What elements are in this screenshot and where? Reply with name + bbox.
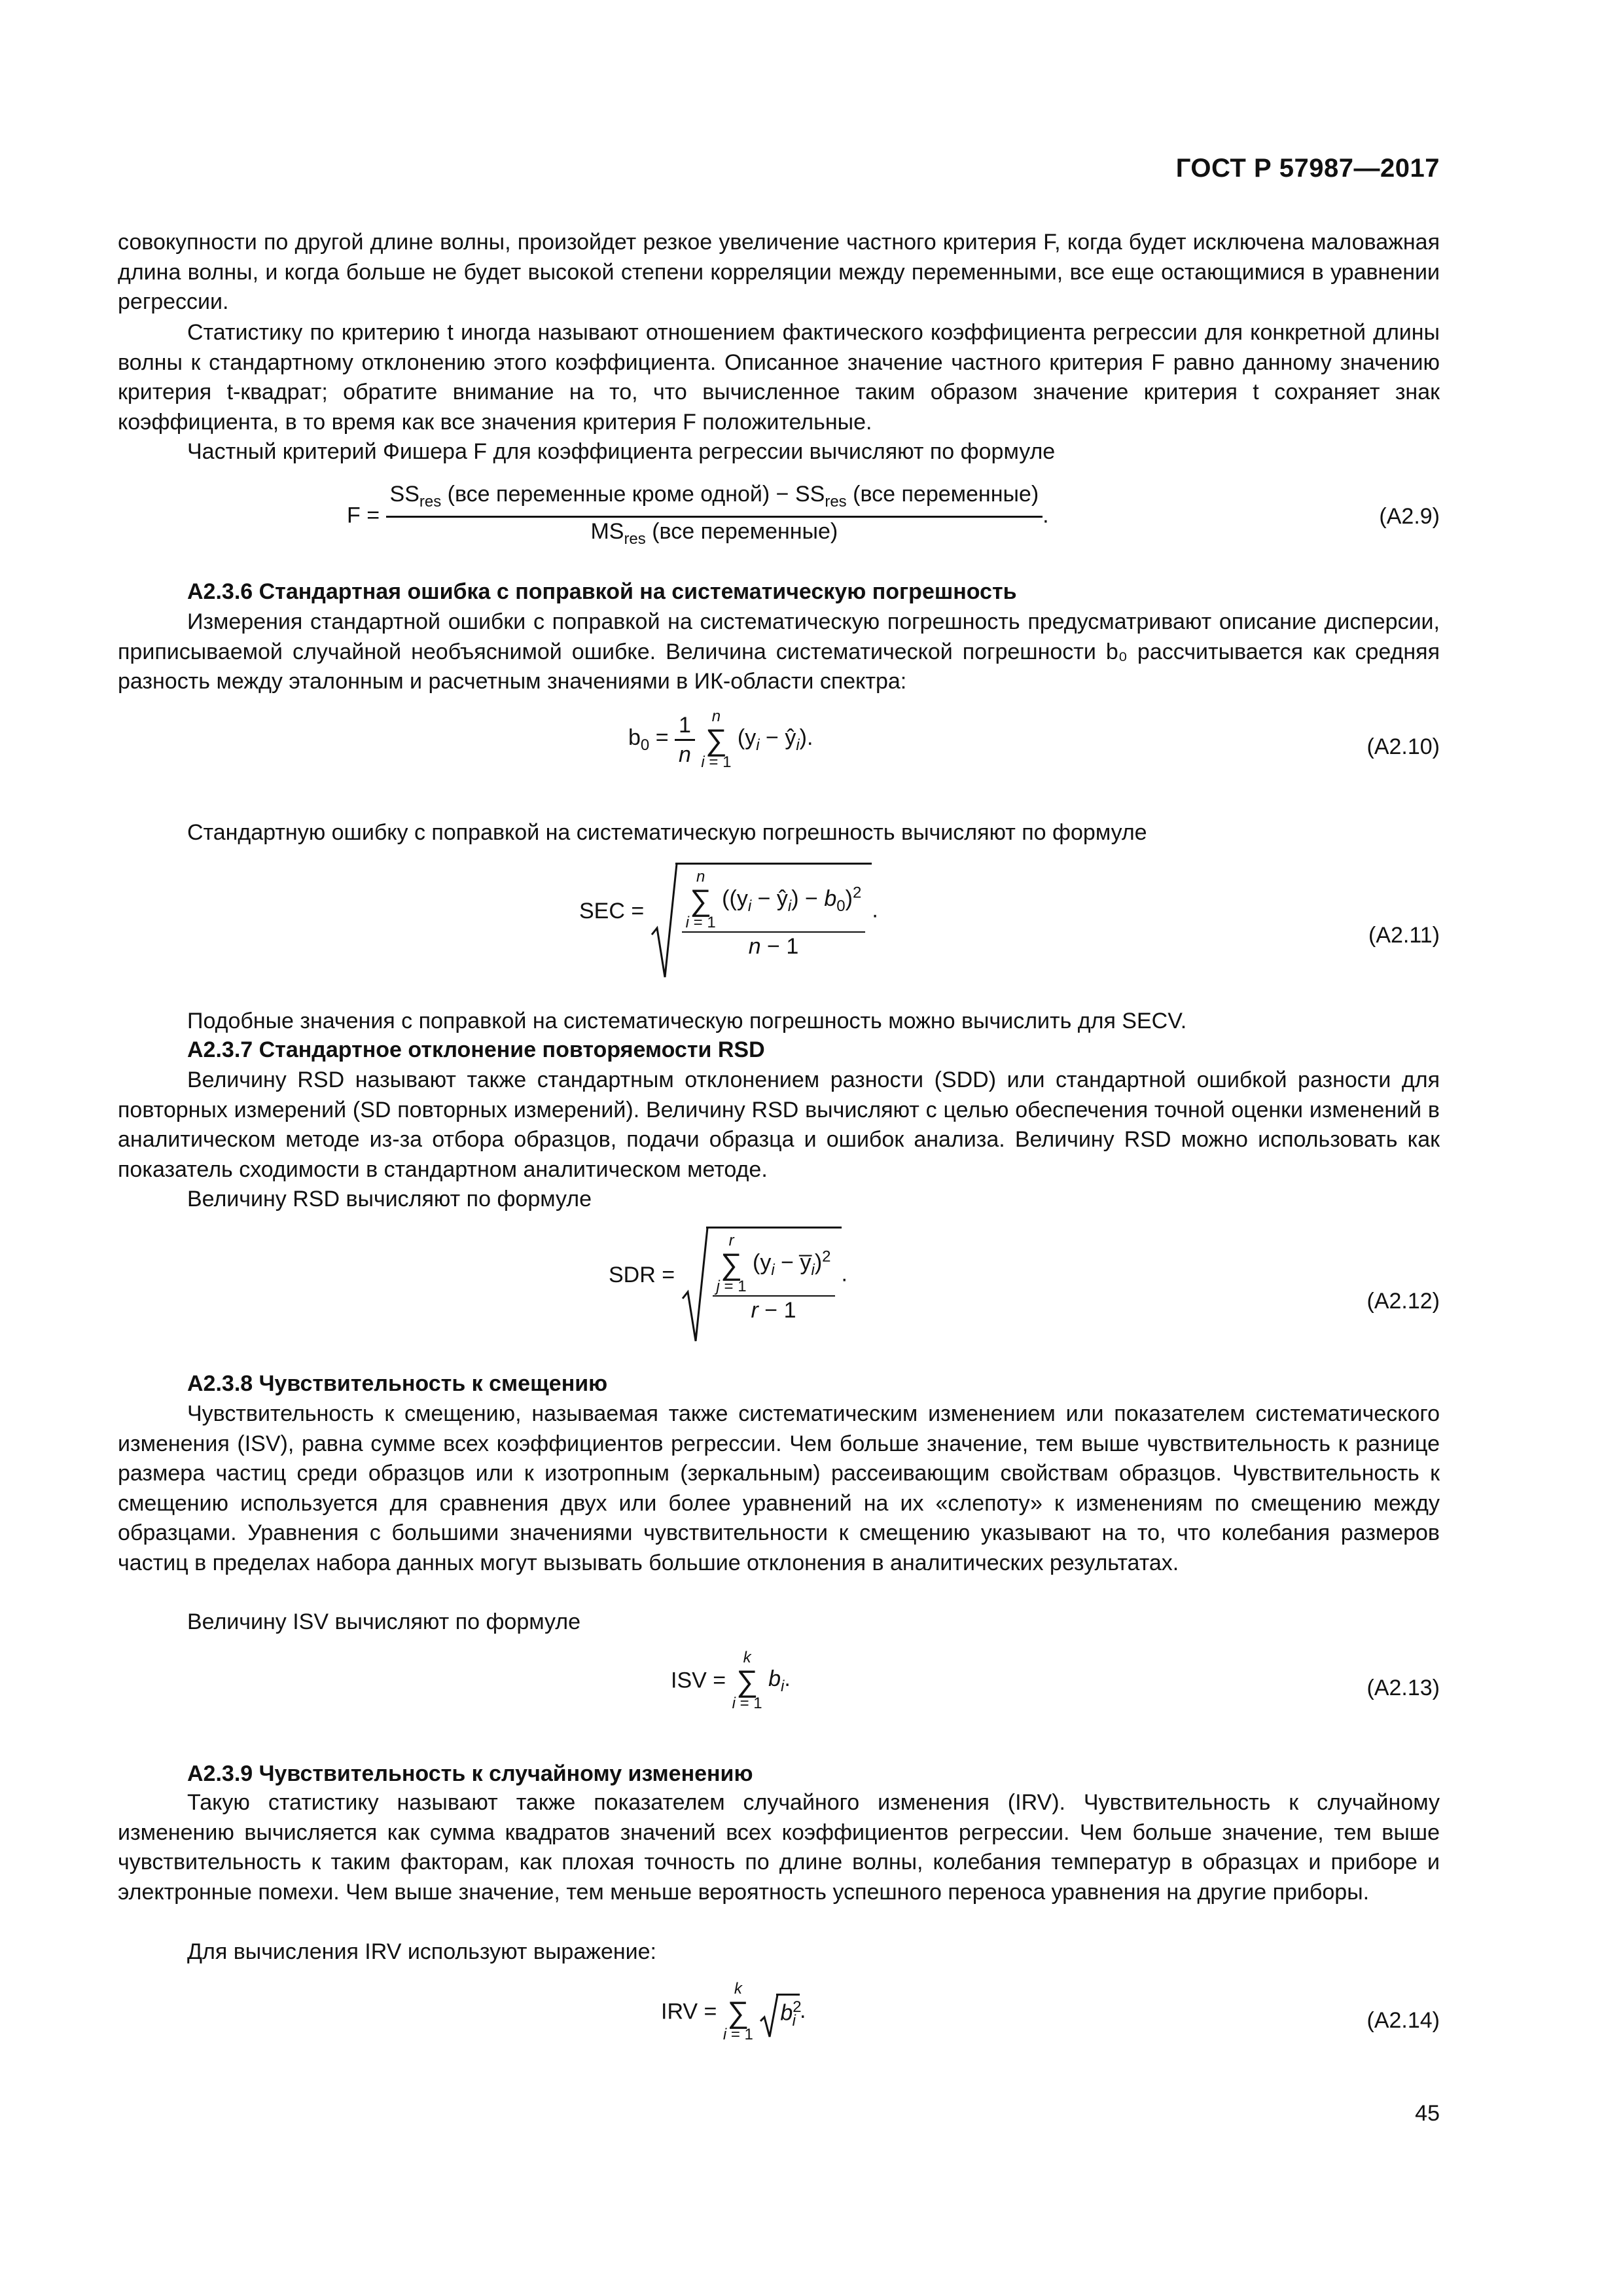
equation-lhs: F = (347, 503, 380, 528)
document-header-standard: ГОСТ Р 57987—2017 (1175, 154, 1440, 183)
equation-number: (A2.13) (1366, 1676, 1440, 1700)
document-page (118, 0, 1440, 2296)
paragraph: Такую статистику называют также показателем случайного изменения (IRV). Чувствительность к случайному изменению вычисляется как сумма квадратов значений всех коэффициентов регрессии. Чем больше значение, тем выше чувствительность к таким факторам, как плохая точность по длине волны, колебания температур в образцах и приборе и электронные помехи. Чем выше значение, тем меньше вероятность успешного переноса уравнения на другие приборы. (118, 1790, 1440, 1905)
summation-symbol: k ∑ i = 1 (722, 1980, 753, 2043)
paragraph: Величину RSD называют также стандартным отклонением разности (SDD) или стандартной ошибкой разности для повторных измерений (SD повторных измерений). Величину RSD вычисляют с целью обеспечения точной оценки изменений в аналитическом методе из-за отбора образцов, подачи образца и ошибок анализа. Величину RSD можно использовать как показатель сходимости в стандартном аналитическом методе. (118, 1067, 1440, 1182)
section-heading-a2-3-7: A2.3.7 Стандартное отклонение повторяемости RSD (187, 1037, 765, 1062)
fraction-numerator: $SS_{res}$ (все переменные кроме одной) − $SS_{res}$ (все переменные) (386, 480, 1043, 518)
paragraph: Для вычисления IRV используют выражение: (187, 1939, 657, 1964)
paragraph: Измерения стандартной ошибки с поправкой на систематическую погрешность предусматривают описание дисперсии, приписываемой случайной необъяснимой ошибке. Величина систематической погрешности b₀ рассчитывается как средняя разность между эталонным и расчетным значениями в ИК-области спектра: (118, 609, 1440, 694)
paragraph: Стандартную ошибку с поправкой на систематическую погрешность вычисляют по формуле (187, 820, 1147, 845)
fraction: n ∑ i = 1 (($y_i$ − $ŷ_i) - b_0)^2$ n − 1 (682, 869, 866, 960)
page-number: 45 (1415, 2101, 1440, 2126)
equation-a2-14: IRV = k ∑ i = 1 $b^2_i$ . (A2.14) (661, 1980, 1440, 2043)
section-heading-a2-3-6: A2.3.6 Стандартная ошибка с поправкой на систематическую погрешность (187, 579, 1017, 604)
square-root (681, 1227, 842, 1324)
summation-symbol: k ∑ i = 1 (732, 1649, 762, 1712)
section-heading-a2-3-8: A2.3.8 Чувствительность к смещению (187, 1371, 608, 1396)
paragraph: Величину ISV вычисляют по формуле (187, 1609, 581, 1634)
section-heading-a2-3-9: A2.3.9 Чувствительность к случайному изменению (187, 1761, 753, 1786)
equation-number: (A2.14) (1366, 2008, 1440, 2033)
equation-lhs: IRV = (661, 1999, 717, 2024)
equation-number: (A2.10) (1366, 734, 1440, 759)
paragraph: Чувствительность к смещению, называемая также систематическим изменением или показателем систематического изменения (ISV), равна сумме всех коэффициентов регрессии. Чем больше значение, тем выше чувствительность к разнице размера частиц среди образцов или к изотропным (зеркальным) рассеивающим свойствам образцов. Чувствительность к смещению используется для сравнения двух или более уравнений на их «слепоту» к изменениям по смещению между образцами. Уравнения с большими значениями чувствительности к смещению указывают на то, что колебания размеров частиц в пределах набора данных могут вызывать большие отклонения в аналитических результатах. (118, 1401, 1440, 1575)
equation-lhs: SDR = (609, 1263, 675, 1287)
square-root: $b^2_i$ (759, 1994, 800, 2030)
fraction: $\frac{1}{n}$ (675, 711, 695, 768)
equation-lhs: SEC = (579, 899, 645, 924)
paragraph: совокупности по другой длине волны, произойдет резкое увеличение частного критерия F, когда будет исключена маловажная длина волны, и когда больше не будет высокой степени корреляции между переменными, все еще остающимися в уравнении регрессии. (118, 230, 1440, 314)
fraction: r ∑ j = 1 ($y_i$ − $y̅_i)^2$ r − 1 (713, 1232, 835, 1324)
paragraph: Частный критерий Фишера F для коэффициента регрессии вычисляют по формуле (187, 439, 1056, 464)
equation-a2-9: F = $\frac{SS_{res} (все переменные кроме одной) - SS_{res} (все переменные)}{MS_{res} (все переменные)}$ . (A2.9) (118, 480, 1440, 546)
paragraph: Величину RSD вычисляют по формуле (187, 1187, 592, 1211)
fraction-denominator: $MS_{res}$ (все переменные) (590, 518, 838, 548)
equation-lhs: ISV = (671, 1668, 726, 1693)
equation-number: (A2.11) (1368, 923, 1440, 948)
paragraph: Статистику по критерию t иногда называют отношением фактического коэффициента регрессии для конкретной длины волны к стандартному отклонению этого коэффициента. Описанное значение частного критерия F равно данному значению критерия t-квадрат; обратите внимание на то, что вычисленное таким образом значение критерия t сохраняет знак коэффициента, в то время как все значения критерия F положительные. (118, 320, 1440, 435)
equation-a2-11: SEC = n ∑ i = 1 (($y_i$ − $ŷ_i) - b_0)^2$ n − 1 . (A2.11) (118, 863, 1440, 980)
equation-number: (A2.12) (1366, 1289, 1440, 1314)
equation-a2-12: SDR = r ∑ j = 1 ($y_i$ − $y̅_i)^2$ r − 1 . (A2.12) (118, 1227, 1440, 1344)
equation-a2-10: $b_0$ = $\frac{1}{n}$ n ∑ i = 1 ($y_i$ − $ŷ_i$). (A2.10) (628, 708, 1440, 771)
paragraph: Подобные значения с поправкой на систематическую погрешность можно вычислить для SECV. (187, 1009, 1187, 1033)
summation-symbol: n ∑ i = 1 (701, 708, 732, 771)
equation-number: (A2.9) (1379, 504, 1440, 529)
equation-a2-13: ISV = k ∑ i = 1 $b_i$. (A2.13) (671, 1649, 1440, 1712)
fraction (386, 480, 1043, 553)
square-root (651, 863, 872, 960)
